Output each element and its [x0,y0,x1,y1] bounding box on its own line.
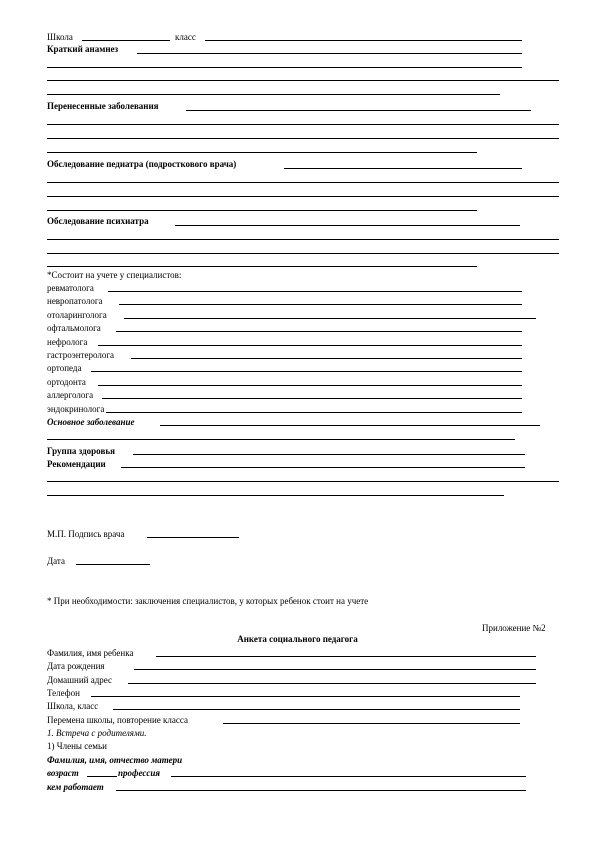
birth-date-label: Дата рождения [47,661,105,671]
specialist-label: ортодонта [47,377,86,387]
pediatrician-line[interactable] [47,253,559,254]
main-disease-line[interactable] [160,425,540,426]
school-change-line[interactable] [223,723,520,724]
specialist-label: отоларинголога [47,310,107,320]
specialist-line[interactable] [98,345,522,346]
stamp-signature-label: М.П. Подпись врача [47,529,125,539]
age-label: возраст [47,768,79,778]
work-label: кем работает [47,782,104,792]
home-address-label: Домашний адрес [47,675,113,685]
health-group-line[interactable] [133,454,525,455]
home-address-line[interactable] [128,683,536,684]
specialist-label: ортопеда [47,363,82,373]
school-label: Школа [47,32,73,42]
recommendations-line[interactable] [47,481,559,482]
recommendations-label: Рекомендации [47,459,106,469]
phone-line[interactable] [91,696,520,697]
date-line[interactable] [76,564,150,565]
main-disease-line[interactable] [47,439,515,440]
child-name-label: Фамилия, имя ребенка [47,648,134,658]
mother-heading: Фамилия, имя, отчество матери [47,755,183,765]
recommendations-line[interactable] [47,495,504,496]
anamnesis-line[interactable] [137,53,522,54]
work-line[interactable] [116,790,526,791]
specialist-line[interactable] [131,358,522,359]
school-class-label: Школа, класс [47,701,99,711]
child-name-line[interactable] [156,656,536,657]
specialist-line[interactable] [98,385,522,386]
phone-label: Телефон [47,688,80,698]
anamnesis-line[interactable] [47,94,500,95]
specialists-heading: *Состоит на учете у специалистов: [47,270,182,280]
appendix-label: Приложение №2 [482,623,546,633]
teen-doctor-line[interactable] [47,210,477,211]
pediatrician-line[interactable] [47,239,559,240]
recommendations-line[interactable] [121,467,525,468]
pediatrician-line[interactable] [47,266,477,267]
specialist-label: офтальмолога [47,323,101,333]
class-line[interactable] [205,40,522,41]
signature-line[interactable] [147,537,239,538]
family-heading: 1) Члены семьи [47,741,107,751]
main-disease-label: Основное заболевание [47,417,135,427]
teen-doctor-label: Обследование педиатра (подросткового врача) [47,159,237,169]
teen-doctor-line[interactable] [47,182,559,183]
specialist-label: гастроэнтеролога [47,350,114,360]
health-group-label: Группа здоровья [47,446,115,456]
specialist-label: аллерголога [47,390,94,400]
teen-doctor-line[interactable] [284,168,522,169]
profession-line[interactable] [171,776,526,777]
anamnesis-label: Краткий анамнез [47,44,119,54]
past-diseases-line[interactable] [47,138,559,139]
specialist-line[interactable] [102,398,522,399]
past-diseases-line[interactable] [47,124,559,125]
specialist-line[interactable] [106,412,522,413]
questionnaire-title: Анкета социального педагога [237,634,358,644]
school-line[interactable] [82,40,170,41]
specialist-label: ревматолога [47,283,94,293]
school-change-label: Перемена школы, повторение класса [47,715,188,725]
specialist-line[interactable] [124,318,536,319]
specialist-line[interactable] [116,331,522,332]
past-diseases-line[interactable] [47,152,477,153]
profession-label: профессия [118,768,160,778]
teen-doctor-line[interactable] [47,196,559,197]
past-diseases-label: Перенесенные заболевания [47,101,159,111]
date-label: Дата [47,556,65,566]
anamnesis-line[interactable] [47,67,522,68]
age-line[interactable] [87,776,117,777]
class-label: класс [175,32,196,42]
specialist-label: эндокринолога [47,404,105,414]
specialist-line[interactable] [119,304,522,305]
meeting-heading: 1. Встреча с родителями. [47,728,147,738]
pediatrician-line[interactable] [175,225,520,226]
specialist-label: невропатолога [47,296,103,306]
school-class-line[interactable] [113,709,520,710]
footnote: * При необходимости: заключения специалистов, у которых ребенок стоит на учете [47,596,369,606]
birth-date-line[interactable] [134,669,536,670]
past-diseases-line[interactable] [186,110,531,111]
specialist-label: нефролога [47,337,88,347]
specialist-line[interactable] [91,371,522,372]
pediatrician-label: Обследование психиатра [47,216,149,226]
specialist-line[interactable] [108,291,522,292]
anamnesis-line[interactable] [47,80,559,81]
